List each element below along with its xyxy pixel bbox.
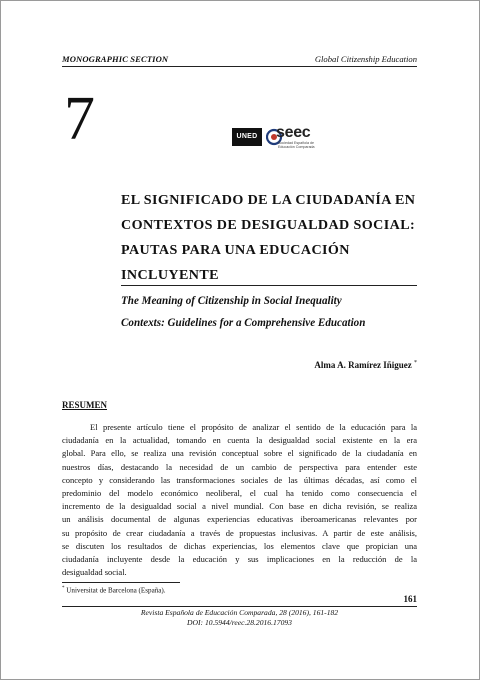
abstract-line: se discuten los resultados de dichas experiencias, los elementos clave que propician una	[62, 540, 417, 551]
title-es-line: CONTEXTOS DE DESIGUALDAD SOCIAL:	[121, 217, 416, 233]
footnote-text: Universitat de Barcelona (España).	[64, 586, 166, 595]
abstract-line: ciudadanía incluyente desde la educación y sus implicaciones en la reducción de la	[62, 554, 417, 565]
footer-citation: Revista Española de Educación Comparada, 28 (2016), 161-182	[140, 608, 339, 617]
footnote	[62, 586, 166, 594]
abstract-line: global. Para ello, se realiza una revisión conceptual sobre el significado de la ciudadanía en	[62, 448, 417, 459]
title-es-line: EL SIGNIFICADO DE LA CIUDADANÍA EN	[121, 192, 416, 208]
header-rule	[62, 66, 417, 67]
title-es-line: PAUTAS PARA UNA EDUCACIÓN	[121, 242, 350, 258]
abstract-line: un análisis documental de algunas experiencias educativas iberoamericanas relevantes por	[62, 514, 417, 525]
abstract-line: incremento de la desigualdad social a nivel mundial. Con base en dicha revisión, se realiza	[62, 501, 417, 512]
chapter-number: 7	[64, 85, 95, 153]
author-name: Alma A. Ramírez Iñiguez	[314, 360, 412, 370]
uned-logo: UNED	[232, 128, 262, 146]
page-footer	[62, 608, 417, 628]
seec-logo-subtitle: Sociedad Española de Educación Comparada	[278, 141, 315, 150]
footnote-rule	[62, 582, 180, 583]
author	[314, 360, 417, 370]
abstract-line: nuestros días, destacando la necesidad de un cambio de perspectiva para entender este	[62, 461, 417, 472]
footnote-mark: *	[62, 586, 65, 591]
footer-rule	[62, 606, 417, 607]
page-number: 161	[403, 594, 417, 604]
article-title-spanish	[121, 188, 421, 288]
seec-logo: seec	[276, 124, 311, 141]
abstract-body	[62, 421, 417, 579]
author-footnote-mark: *	[414, 360, 417, 366]
article-title-english	[121, 290, 421, 334]
abstract-line: su propósito de crear ciudadanía a través de propuestas inclusivas. A partir de este análisis,	[62, 527, 417, 538]
abstract-line: desigualdad social.	[62, 567, 127, 578]
title-es-line: INCLUYENTE	[121, 267, 219, 283]
abstract-heading: RESUMEN	[62, 400, 108, 410]
footer-doi: DOI: 10.5944/reec.28.2016.17093	[187, 618, 292, 627]
abstract-line: predominio del modelo económico neoliberal, el cual ha tenido como consecuencia el	[62, 488, 417, 499]
title-en-line: Contexts: Guidelines for a Comprehensive Education	[121, 317, 366, 329]
abstract-line: ciudadanía en la actualidad, tomando en cuenta la desigualdad social existente en la era	[62, 435, 417, 446]
title-rule	[121, 285, 417, 286]
abstract-line: El presente artículo tiene el propósito de analizar el sentido de la educación para la	[90, 422, 417, 432]
abstract-line: concepto y considerando las transformaciones sociales de las últimas décadas, así como el	[62, 474, 417, 485]
title-en-line: The Meaning of Citizenship in Social Inequality	[121, 295, 342, 307]
journal-section-label: Global Citizenship Education	[314, 54, 417, 64]
section-label: MONOGRAPHIC SECTION	[62, 54, 169, 64]
